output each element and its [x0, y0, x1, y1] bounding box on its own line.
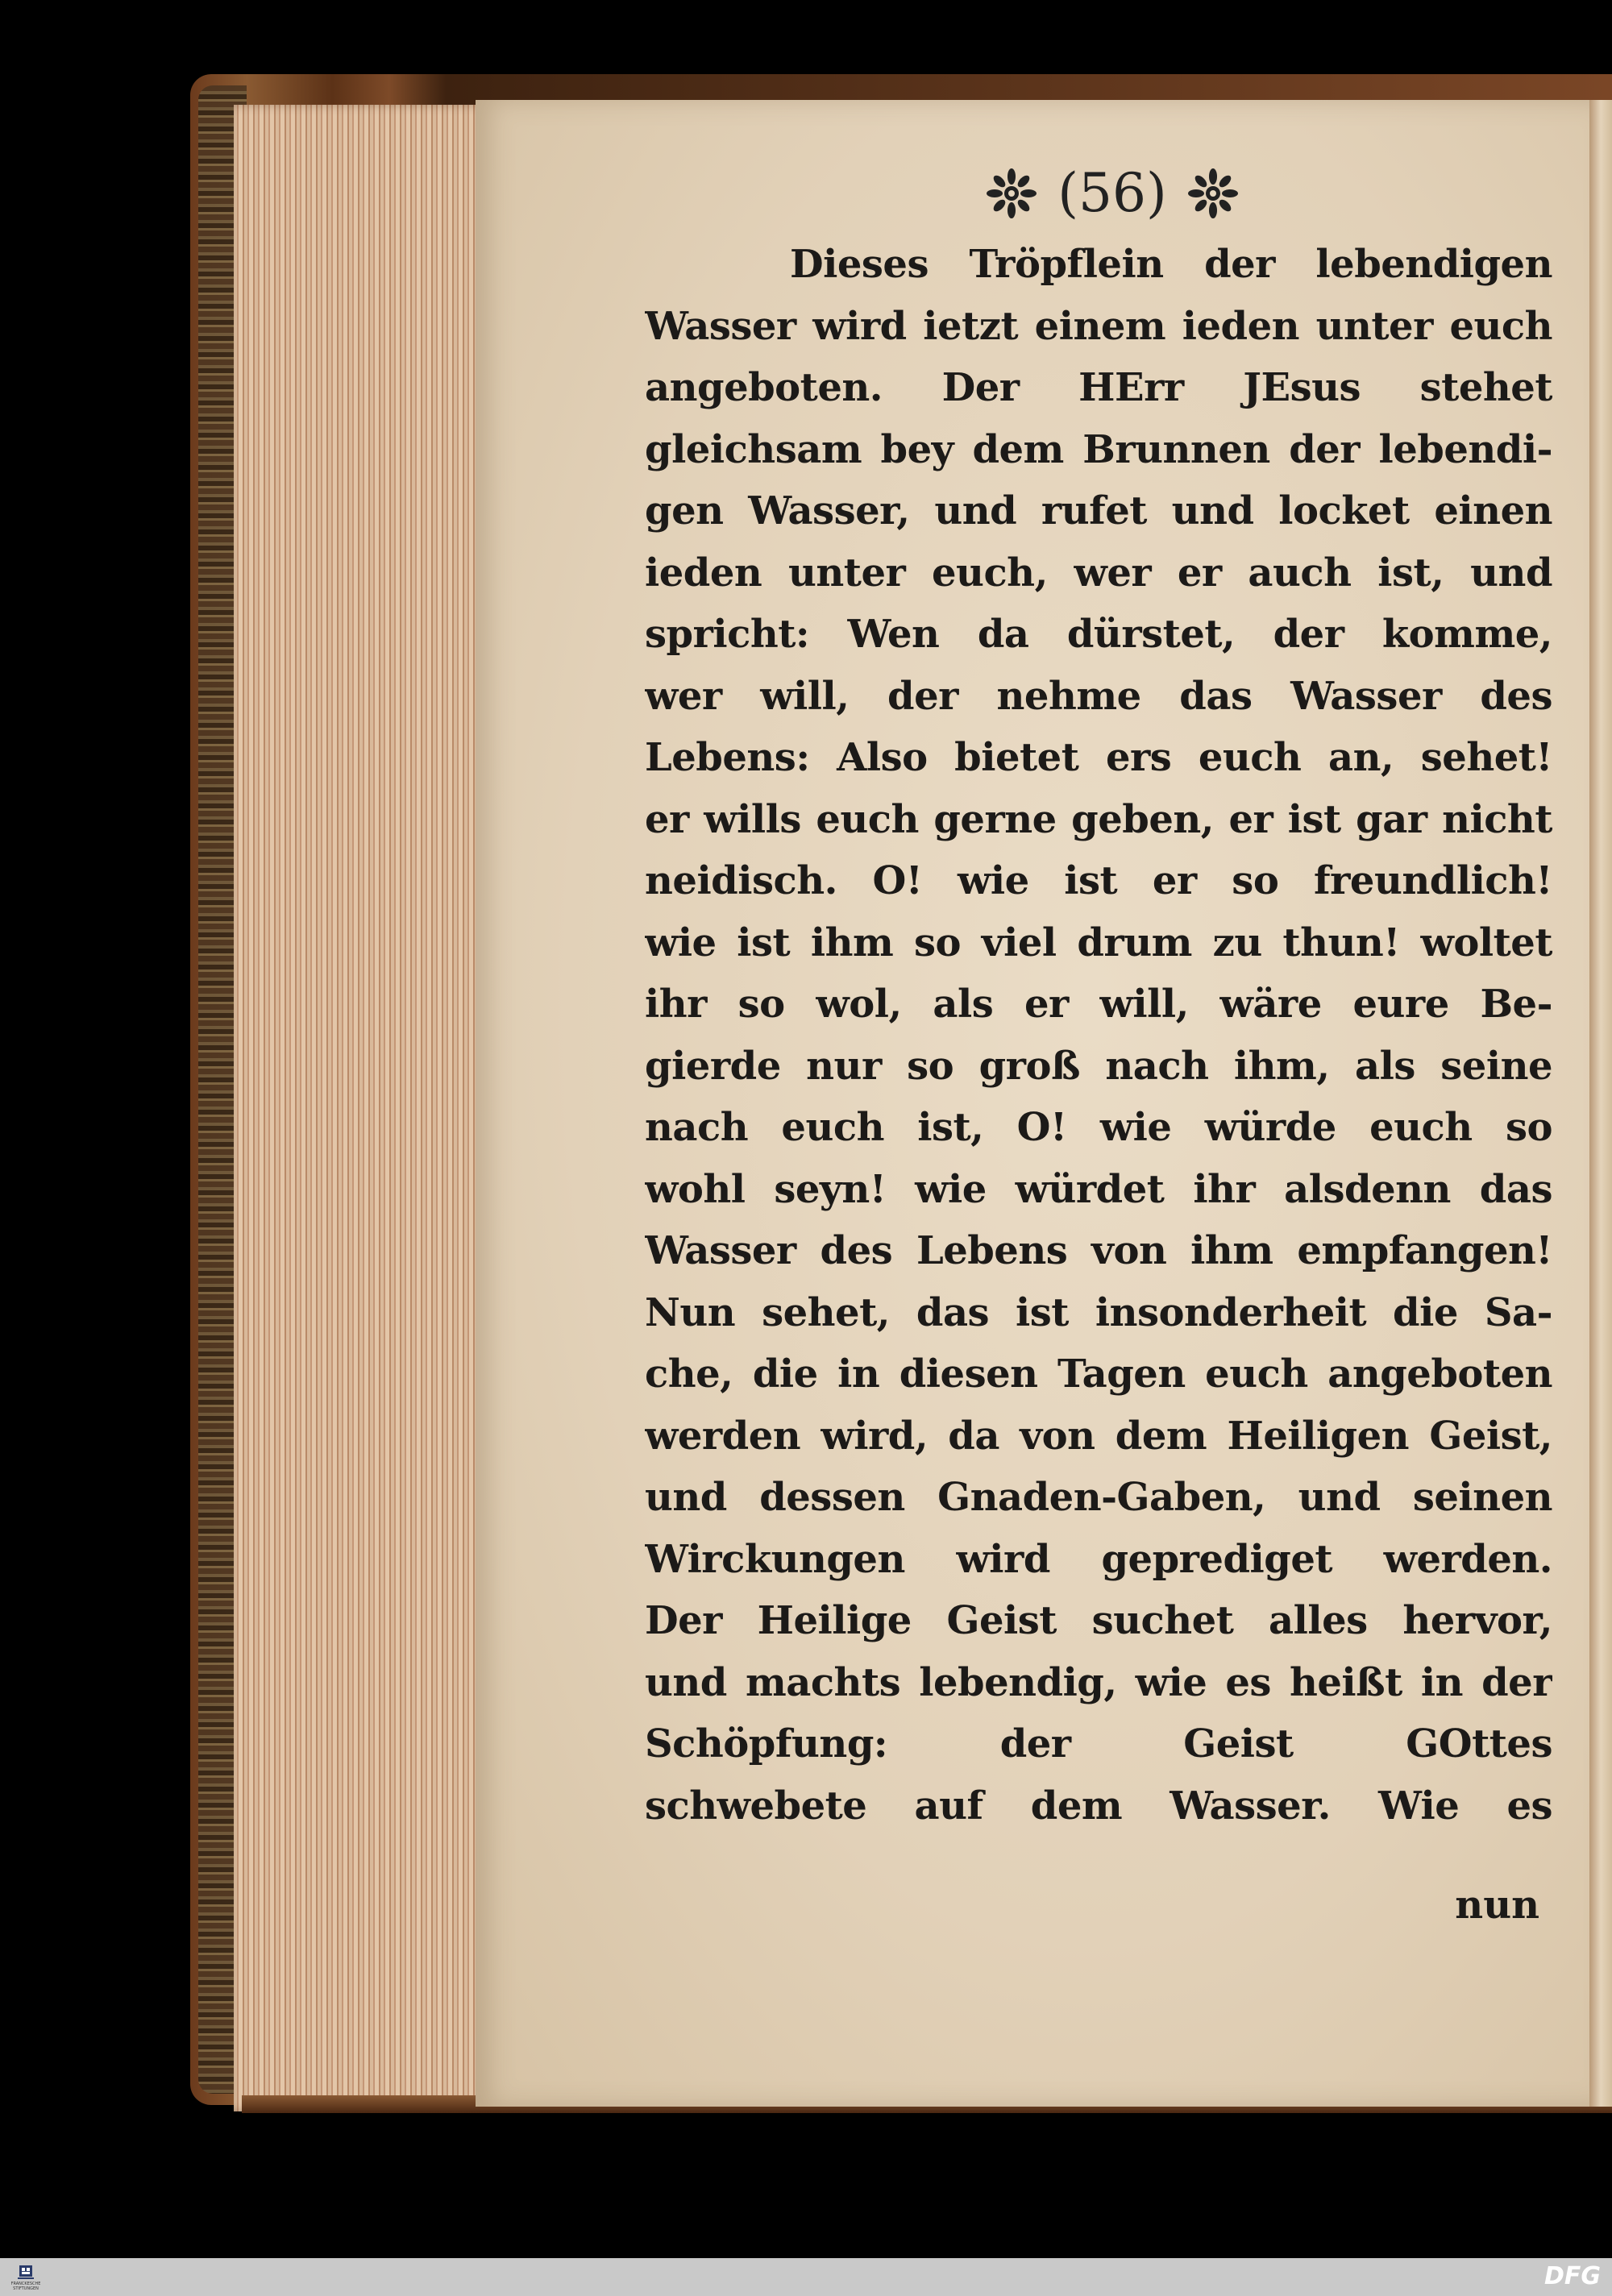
- text-line: werden wird, da von dem Heiligen Geist,: [645, 1413, 1552, 1459]
- text-line: Der Heilige Geist suchet alles hervor,: [645, 1598, 1552, 1643]
- text-line: gierde nur so groß nach ihm, als seine: [645, 1043, 1552, 1089]
- text-line: angeboten. Der HErr JEsus stehet: [645, 365, 1552, 410]
- viewer-footer-bar: [0, 2258, 1612, 2296]
- text-line: schwebete auf dem Wasser. Wie es: [645, 1783, 1552, 1829]
- text-line: ihr so wol, als er will, wäre eure Be-: [645, 982, 1552, 1027]
- page-edges: [234, 105, 500, 2111]
- page-header: [951, 161, 1273, 226]
- flower-ornament-icon: [985, 167, 1038, 220]
- dfg-logo[interactable]: DFG: [1543, 2262, 1601, 2290]
- text-line: nach euch ist, O! wie würde euch so: [645, 1105, 1552, 1150]
- text-line: Nun sehet, das ist insonderheit die Sa-: [645, 1289, 1552, 1335]
- catchword: nun: [1455, 1883, 1539, 1928]
- text-line: Schöpfung: der Geist GOttes: [645, 1721, 1552, 1767]
- text-line: Wasser des Lebens von ihm empfangen!: [645, 1228, 1552, 1273]
- text-line: Wasser wird ietzt einem ieden unter euch: [645, 303, 1552, 349]
- text-line: wer will, der nehme das Wasser des: [645, 673, 1552, 719]
- institution-mark-icon: [18, 2264, 34, 2281]
- text-line: Lebens: Also bietet ers euch an, sehet!: [645, 735, 1552, 780]
- text-line: gen Wasser, und rufet und locket einen: [645, 488, 1552, 534]
- text-line: che, die in diesen Tagen euch angeboten: [645, 1351, 1552, 1397]
- institution-logo[interactable]: [8, 2261, 44, 2294]
- text-line: gleichsam bey dem Brunnen der lebendi-: [645, 426, 1552, 472]
- facing-page-edge: [1589, 100, 1612, 2107]
- text-line: und machts lebendig, wie es heißt in der: [645, 1659, 1552, 1705]
- institution-logo-text: FRANCKESCHE STIFTUNGEN: [10, 2281, 41, 2291]
- page-number: (56): [1057, 162, 1167, 224]
- text-line: Wirckungen wird geprediget werden.: [645, 1536, 1552, 1582]
- text-line: ieden unter euch, wer er auch ist, und: [645, 550, 1552, 596]
- text-line: wie ist ihm so viel drum zu thun! woltet: [645, 920, 1552, 965]
- text-line: er wills euch gerne geben, er ist gar nicht: [645, 796, 1552, 842]
- text-line: wohl seyn! wie würdet ihr alsdenn das: [645, 1166, 1552, 1212]
- body-text: [645, 234, 1552, 1837]
- text-line: und dessen Gnaden-Gaben, und seinen: [645, 1475, 1552, 1520]
- flower-ornament-icon: [1186, 167, 1240, 220]
- text-line: Dieses Tröpflein der lebendigen: [790, 242, 1552, 287]
- text-line: neidisch. O! wie ist er so freundlich!: [645, 858, 1552, 903]
- text-line: spricht: Wen da dürstet, der komme,: [645, 612, 1552, 657]
